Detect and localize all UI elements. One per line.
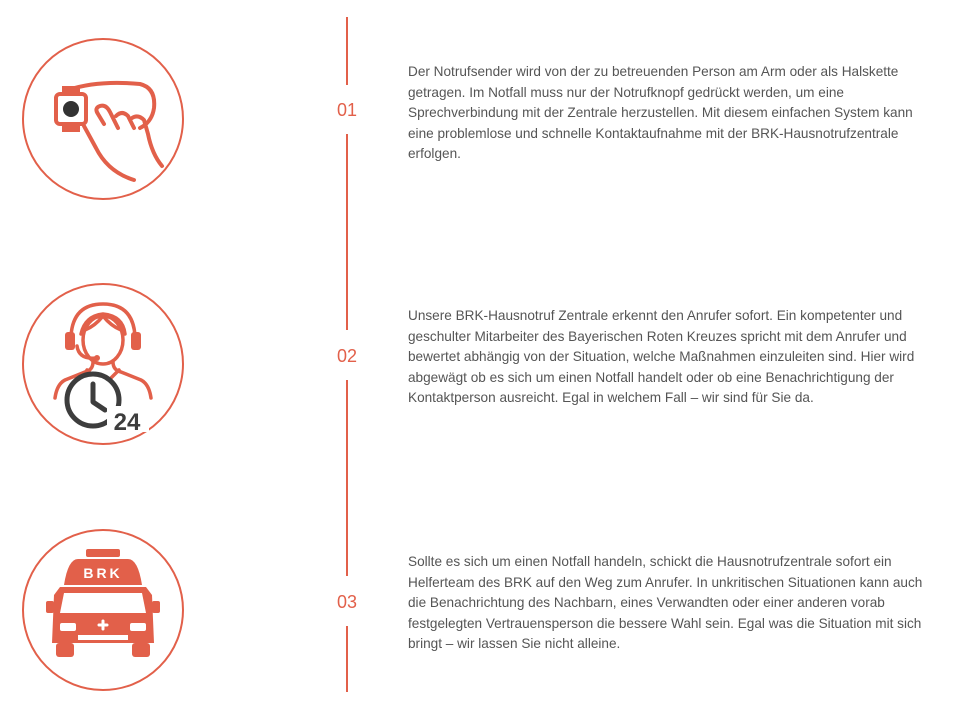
step-number-02: 02 — [320, 346, 374, 366]
ambulance-brk-label: BRK — [83, 565, 123, 581]
step-3-description: Sollte es sich um einen Notfall handeln, schickt die Hausnotrufzentrale sofort ein Helferteam des BRK auf den Weg zum Anrufer. In unkritischen Situationen kann auch die Benachrichtung des Nachbarn, eines Verwandten oder einer anderen vorab festgelegten Vertrauensperson die bessere Wahl sein. Egal was die Situation mit sich bringt – wir lassen Sie nicht alleine. — [408, 554, 923, 651]
step-2-icon-circle — [22, 283, 184, 445]
timeline-line-segment — [346, 17, 348, 85]
step-number-03: 03 — [320, 592, 374, 612]
timeline-line-segment — [346, 380, 348, 576]
step-2-description: Unsere BRK-Hausnotruf Zentrale erkennt den Anrufer sofort. Ein kompetenter und geschulter Mitarbeiter des Bayerischen Roten Kreuzes spricht mit dem Anrufer und bewertet abhängig von der Situation, welche Maßnahmen einzuleiten sind. Hier wird abgewägt ob es sich um einen Notfall handelt oder ob eine Benachrichtigung der Kontaktperson ausreicht. Egal in welchem Fall – wir sind für Sie da. — [408, 308, 915, 405]
ambulance-icon — [38, 545, 168, 675]
step-1-icon-circle — [22, 38, 184, 200]
clock-24-label: 24 — [113, 409, 141, 434]
step-1-description: Der Notrufsender wird von der zu betreuenden Person am Arm oder als Halskette getragen. Im Notfall muss nur der Notrufknopf gedrückt werden, um eine Sprechverbindung mit der Zentrale herzustellen. Mit diesem einfachen System kann eine problemlose und schnelle Kontaktaufnahme mit der BRK-Hausnotrufzentrale erfolgen. — [408, 64, 913, 161]
timeline-line-segment — [346, 134, 348, 330]
step-3-icon-circle — [22, 529, 184, 691]
operator-24h-icon — [33, 294, 173, 434]
timeline-line-segment — [346, 626, 348, 692]
wrist-alarm-button-icon — [38, 54, 168, 184]
step-number-01: 01 — [320, 100, 374, 120]
